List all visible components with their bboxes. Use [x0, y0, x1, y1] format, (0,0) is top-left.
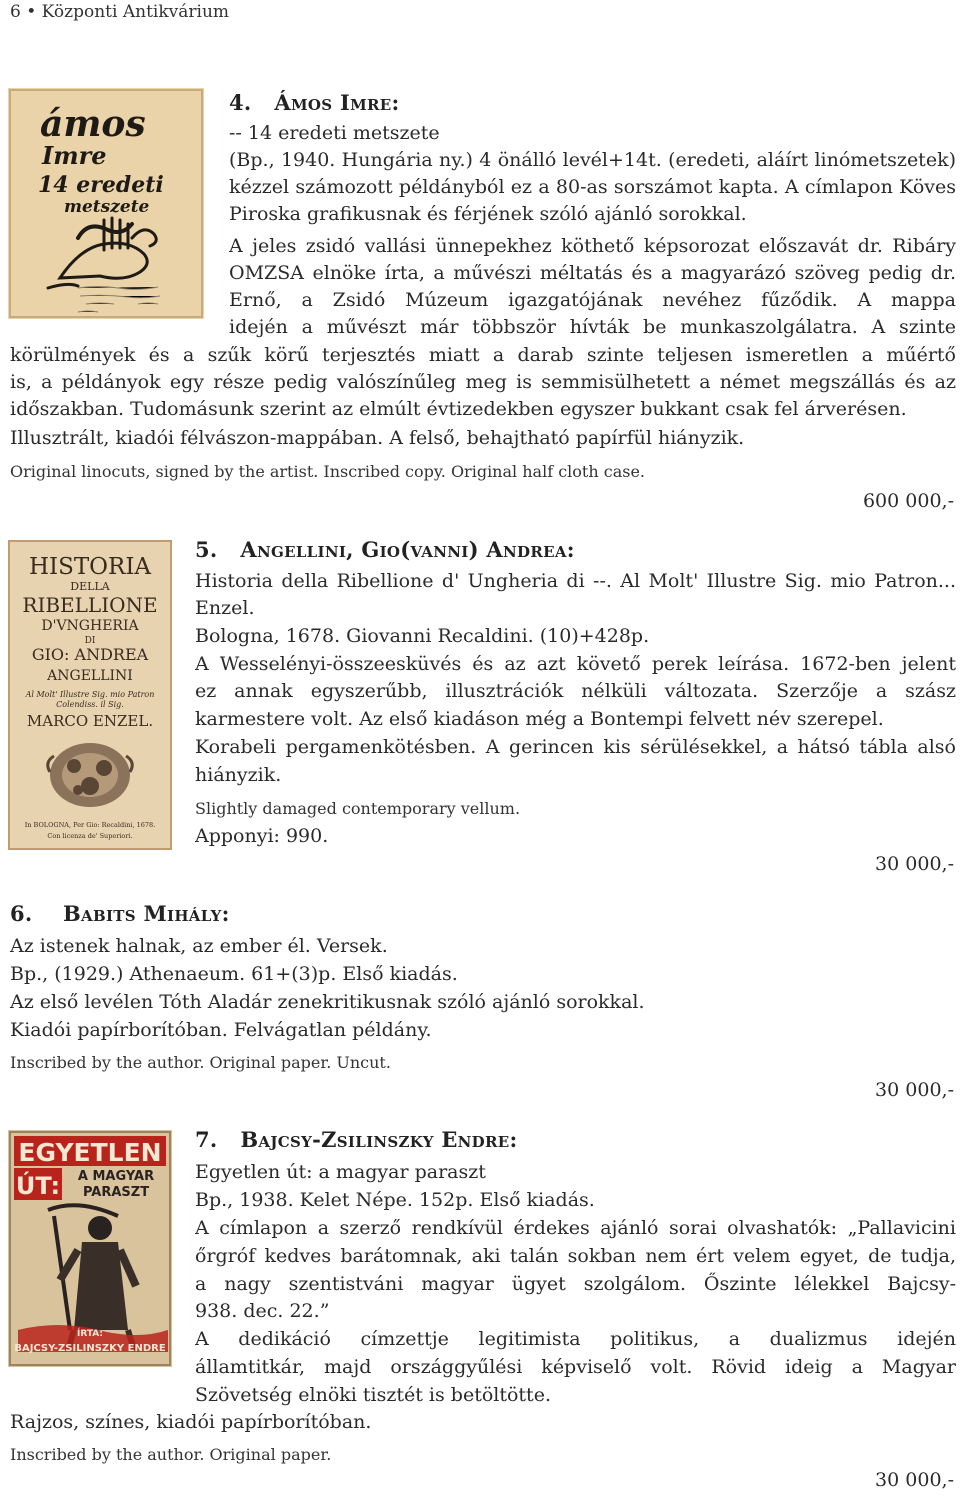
item-number: 7. — [195, 1127, 218, 1152]
running-header — [10, 2, 229, 22]
desc-line: hiányzik. — [195, 764, 282, 786]
english-note: Original linocuts, signed by the artist. Inscribed copy. Original half cloth case. — [10, 462, 645, 481]
desc-line: ez annak egyszerűbb, illusztrációk nélküli változata. Szerzője a szász — [195, 680, 956, 702]
cover-text: Con licenza de' Superiori. — [47, 832, 133, 840]
cover-image-historia-ribellione — [8, 540, 172, 850]
item-number: 5. — [195, 537, 218, 562]
desc-line: Korabeli pergamenkötésben. A gerincen kis sérülésekkel, a hátsó tábla alsó — [195, 736, 956, 758]
cover-image-egyetlen-ut — [8, 1130, 172, 1367]
desc-line: A címlapon a szerző rendkívül érdekes ajánló sorai olvashatók: „Pallavicini — [195, 1217, 956, 1239]
desc-line: Ernő, a Zsidó Múzeum igazgatójának nevéhez fűződik. A mappa — [229, 289, 956, 311]
cover-text: D'VNGHERIA — [41, 618, 139, 634]
desc-line: 938. dec. 22.” — [195, 1300, 330, 1322]
desc-line: Bp., (1929.) Athenaeum. 61+(3)p. Első kiadás. — [10, 963, 458, 985]
catalog-name: Központi Antikvárium — [41, 2, 230, 22]
item-title — [195, 1127, 518, 1152]
item-price: 30 000,- — [875, 853, 954, 875]
item-title — [229, 90, 400, 115]
cover-text: ÚT: — [15, 1172, 61, 1200]
desc-line: őrgróf kedves barátomnak, aki talán sokban nem ért velem egyet, de tudja, — [195, 1245, 956, 1267]
desc-line: Rajzos, színes, kiadói papírborítóban. — [10, 1411, 372, 1433]
desc-line: A dedikáció címzettje legitimista politikus, a dualizmus idején — [195, 1328, 956, 1350]
desc-line: Szövetség elnöki tisztét is betöltötte. — [195, 1384, 551, 1406]
desc-line: a nagy szentistváni magyar ügyet szolgálom. Őszinte lélekkel Bajcsy- — [195, 1273, 956, 1295]
desc-line: Az első levélen Tóth Aladár zenekritikusnak szóló ajánló sorokkal. — [10, 991, 645, 1013]
item-price: 30 000,- — [875, 1469, 954, 1491]
desc-line: időszakban. Tudomásunk szerint az elmúlt évtizedekben egyszer bukkant csak fel árverésen. — [10, 398, 907, 420]
desc-line: OMZSA elnöke írta, a művészi méltatás és a magyarázó szöveg pedig dr. — [229, 262, 956, 284]
desc-line: Az istenek halnak, az ember él. Versek. — [10, 935, 388, 957]
page-number: 6 — [10, 2, 21, 22]
desc-line: A jeles zsidó vallási ünnepekhez köthető képsorozat előszavát dr. Ribáry — [229, 235, 956, 257]
desc-line: -- 14 eredeti metszete — [229, 122, 440, 144]
desc-line: A Wesselényi-összeesküvés és az azt követő perek leírása. 1672-ben jelent — [195, 653, 956, 675]
english-note: Inscribed by the author. Original paper. — [10, 1445, 332, 1464]
cover-text: Al Molt' Illustre Sig. mio Patron — [25, 690, 155, 699]
cover-text: Imre — [42, 141, 107, 170]
desc-line: Illusztrált, kiadói félvászon-mappában. A felső, behajtható papírfül hiányzik. — [10, 427, 745, 449]
cover-text: In BOLOGNA, Per Gio: Recaldini, 1678. — [24, 821, 156, 829]
desc-line: államtitkár, majd országgyűlési képviselő volt. Rövid ideig a Magyar — [195, 1356, 956, 1378]
cover-text: A MAGYAR — [77, 1169, 155, 1184]
desc-line: (Bp., 1940. Hungária ny.) 4 önálló levél+14t. (eredeti, aláírt linómetszetek) — [229, 149, 956, 171]
cover-text: 14 eredeti — [38, 172, 164, 198]
cover-text: HISTORIA — [28, 554, 152, 580]
item-number: 6. — [10, 901, 33, 926]
cover-text: ámos — [40, 103, 146, 145]
desc-line: Enzel. — [195, 597, 255, 619]
item-title — [195, 537, 575, 562]
desc-line: Piroska grafikusnak és férjének szóló ajánló sorokkal. — [229, 203, 747, 225]
item-price: 600 000,- — [862, 490, 954, 512]
item-author: Angellini, Gio(vanni) Andrea: — [240, 537, 575, 562]
desc-line: körülmények és a szűk körű terjesztés miatt a darab szinte teljesen ismeretlen a műértő — [10, 344, 956, 366]
cover-text: DELLA — [70, 580, 110, 593]
cover-text: DI — [84, 636, 96, 646]
cover-text: metszete — [64, 197, 150, 217]
english-note: Slightly damaged contemporary vellum. — [195, 799, 521, 818]
desc-line: is, a példányok egy része pedig valószínűleg meg is semmisülhetett a német megszállás és az — [10, 371, 956, 393]
header-bullet: • — [26, 2, 37, 22]
cover-image-amos-imre — [8, 88, 204, 319]
cover-text: Colendiss. il Sig. — [56, 700, 124, 709]
item-title — [10, 901, 230, 926]
cover-text: GIO: ANDREA — [31, 645, 149, 664]
cover-text: PARASZT — [82, 1185, 150, 1200]
desc-line: Kiadói papírborítóban. Felvágatlan példány. — [10, 1019, 432, 1041]
cover-text: EGYETLEN — [18, 1138, 162, 1167]
desc-line: Bologna, 1678. Giovanni Recaldini. (10)+428p. — [195, 625, 650, 647]
item-author: Ámos Imre: — [274, 90, 400, 115]
cover-text: BAJCSY-ZSILINSZKY ENDRE — [14, 1343, 166, 1354]
cover-text: ANGELLINI — [47, 668, 133, 684]
item-price: 30 000,- — [875, 1079, 954, 1101]
desc-line: kézzel számozott példányból ez a 80-as sorszámot kapta. A címlapon Köves — [229, 176, 956, 198]
cover-text: ÍRTA: — [76, 1329, 104, 1339]
cover-text: RIBELLIONE — [22, 593, 158, 617]
desc-line: idején a művészt már többször hívták be munkaszolgálatra. A szinte — [229, 316, 956, 338]
english-note: Inscribed by the author. Original paper. Uncut. — [10, 1053, 391, 1072]
desc-line: karmestere volt. Az első kiadáson még a Bontempi felvett név szerepel. — [195, 708, 884, 730]
desc-line: Historia della Ribellione d' Ungheria di --. Al Molt' Illustre Sig. mio Patron... — [195, 570, 956, 592]
bibliographic-reference: Apponyi: 990. — [195, 825, 329, 847]
item-author: Bajcsy-Zsilinszky Endre: — [240, 1127, 518, 1152]
desc-line: Bp., 1938. Kelet Népe. 152p. Első kiadás. — [195, 1189, 595, 1211]
item-number: 4. — [229, 90, 252, 115]
item-author: Babits Mihály: — [62, 901, 230, 926]
cover-text: MARCO ENZEL. — [26, 712, 154, 730]
desc-line: Egyetlen út: a magyar paraszt — [195, 1161, 486, 1183]
